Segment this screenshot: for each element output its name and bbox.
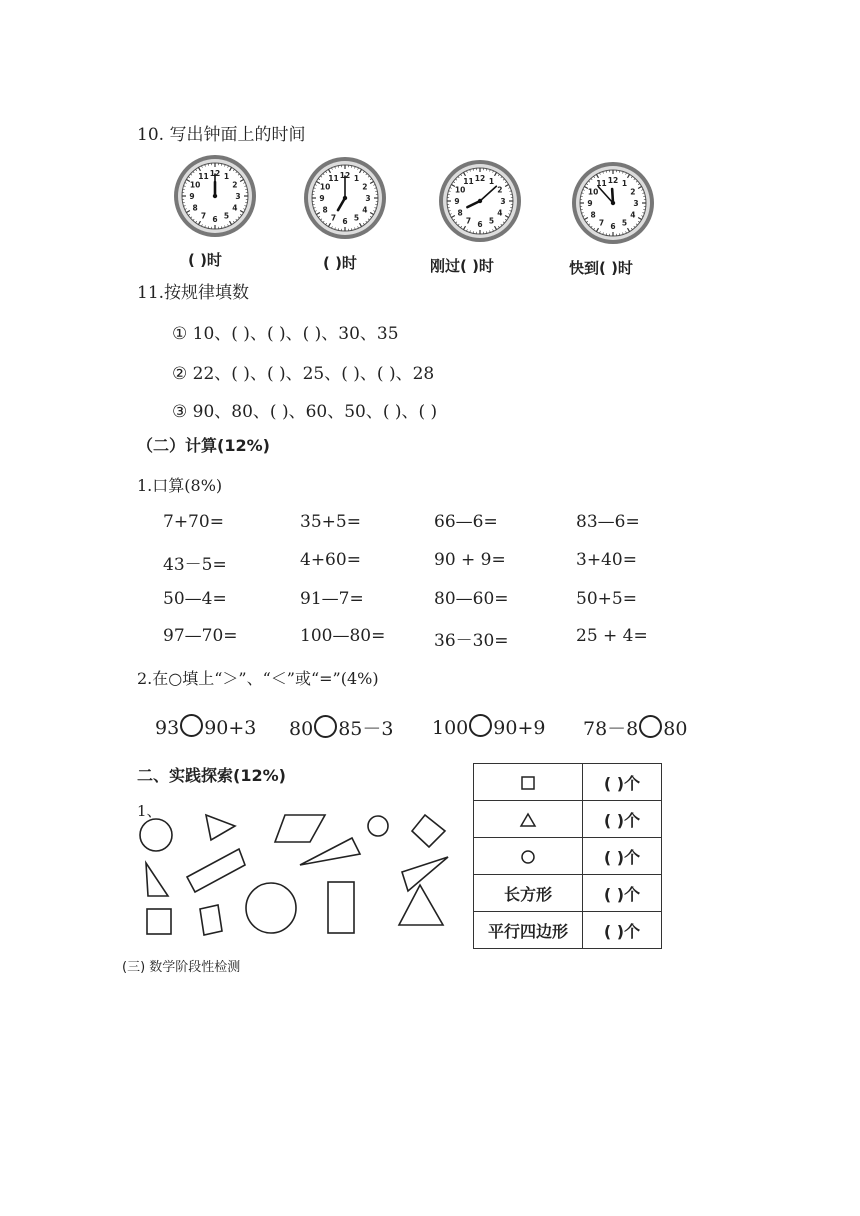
shapes-figure — [135, 805, 460, 940]
count-answer[interactable]: ( )个 — [583, 764, 662, 801]
clock-numeral: 7 — [598, 218, 605, 228]
count-row-rectangle — [474, 875, 662, 912]
q11-title: 11.按规律填数 — [137, 283, 250, 303]
clock-4-answer[interactable]: 快到( )时 — [569, 259, 633, 277]
oral-item[interactable]: 100—80= — [300, 626, 386, 646]
compare-left: 93 — [155, 717, 180, 739]
oral-item[interactable]: 35+5= — [300, 512, 361, 532]
clock-numeral: 11 — [328, 173, 339, 183]
clock-numeral: 9 — [587, 198, 593, 208]
compare-title: 2.在○填上“＞”、“＜”或“=”(4%) — [137, 669, 379, 688]
oral-item[interactable]: 4+60= — [300, 550, 361, 570]
practice-heading: 二、实践探索(12%) — [137, 766, 286, 785]
clock-numeral: 6 — [342, 216, 348, 226]
clock-numeral: 1 — [353, 173, 360, 183]
compare-circle[interactable] — [314, 715, 337, 738]
count-row-label — [474, 801, 583, 838]
compare-item-2 — [289, 714, 393, 741]
count-row-parallelogram — [474, 912, 662, 949]
circle-shape — [246, 883, 296, 933]
compare-right: 85－3 — [338, 718, 394, 740]
oral-item[interactable]: 91—7= — [300, 589, 364, 609]
circle-shape — [140, 819, 172, 851]
compare-left: 78－8 — [583, 718, 639, 740]
sequence-row-2[interactable]: ② 22、( )、( )、25、( )、( )、28 — [172, 364, 435, 384]
count-answer[interactable]: ( )个 — [583, 912, 662, 949]
clock-numeral: 4 — [497, 208, 503, 218]
clock-numeral: 5 — [488, 216, 495, 226]
oral-calc-title: 1.口算(8%) — [137, 476, 223, 495]
clock-numeral: 12 — [339, 170, 351, 180]
count-row-triangle — [474, 801, 662, 838]
clock-numeral: 3 — [500, 196, 506, 206]
clock-numeral: 2 — [232, 180, 238, 190]
clock-numeral: 4 — [232, 203, 238, 213]
clock-numeral: 11 — [596, 178, 607, 188]
sequence-row-1[interactable]: ① 10、( )、( )、( )、30、35 — [172, 324, 399, 344]
clock-numeral: 7 — [465, 216, 472, 226]
triangle-shape — [146, 863, 168, 896]
clock-numeral: 2 — [497, 185, 503, 195]
square-icon — [520, 775, 536, 791]
count-answer[interactable]: ( )个 — [583, 801, 662, 838]
clock-numeral: 8 — [322, 205, 328, 215]
clock-3-answer[interactable]: 刚过( )时 — [430, 257, 494, 275]
clock-4 — [570, 160, 656, 246]
clock-numeral: 7 — [330, 213, 337, 223]
clock-numeral: 5 — [353, 213, 360, 223]
count-row-label — [474, 838, 583, 875]
parallelogram-shape — [275, 815, 325, 842]
clock-numeral: 9 — [189, 191, 195, 201]
clock-numeral: 1 — [621, 178, 628, 188]
clock-numeral: 3 — [235, 191, 241, 201]
clock-numeral: 8 — [590, 210, 596, 220]
count-row-label: 长方形 — [474, 875, 583, 912]
clock-numeral: 2 — [630, 187, 636, 197]
oral-item[interactable]: 25 + 4= — [576, 626, 648, 646]
calc-heading: （二）计算(12%) — [137, 436, 270, 455]
count-row-square — [474, 764, 662, 801]
clock-2 — [302, 155, 388, 241]
rectangle-shape — [187, 849, 245, 892]
rectangle-shape — [200, 905, 222, 935]
clock-numeral: 4 — [362, 205, 368, 215]
count-row-circle — [474, 838, 662, 875]
square-shape — [412, 815, 445, 847]
compare-circle[interactable] — [180, 714, 203, 737]
clock-center — [611, 201, 615, 205]
compare-item-1 — [155, 714, 256, 739]
clock-1 — [172, 153, 258, 239]
count-table — [473, 763, 662, 949]
clock-center — [478, 199, 482, 203]
oral-item[interactable]: 43－5= — [163, 555, 227, 575]
count-answer[interactable]: ( )个 — [583, 875, 662, 912]
count-row-label: 平行四边形 — [474, 912, 583, 949]
clock-numeral: 10 — [587, 187, 599, 197]
clock-numeral: 9 — [319, 193, 325, 203]
clock-numeral: 2 — [362, 182, 368, 192]
clock-numeral: 3 — [633, 198, 639, 208]
circle-shape — [368, 816, 388, 836]
oral-item[interactable]: 97—70= — [163, 626, 238, 646]
rectangle-shape — [328, 882, 354, 933]
clock-numeral: 6 — [477, 219, 483, 229]
compare-item-3 — [432, 714, 545, 739]
triangle-shape — [399, 885, 443, 925]
compare-item-4 — [583, 714, 687, 741]
compare-left: 80 — [289, 718, 314, 740]
clock-numeral: 10 — [319, 182, 331, 192]
clock-numeral: 12 — [607, 175, 619, 185]
triangle-icon — [519, 812, 537, 828]
oral-item[interactable]: 66—6= — [434, 512, 498, 532]
oral-item[interactable]: 80—60= — [434, 589, 509, 609]
compare-left: 100 — [432, 717, 469, 739]
clock-numeral: 8 — [192, 203, 198, 213]
clock-numeral: 11 — [463, 176, 474, 186]
clock-numeral: 12 — [474, 173, 486, 183]
count-answer[interactable]: ( )个 — [583, 838, 662, 875]
clock-2-answer[interactable]: ( )时 — [323, 254, 357, 272]
clock-center — [213, 194, 217, 198]
clock-numeral: 10 — [454, 185, 466, 195]
clock-numeral: 1 — [223, 171, 230, 181]
clock-numeral: 6 — [212, 214, 218, 224]
oral-item[interactable]: 90 + 9= — [434, 550, 506, 570]
compare-right: 90+9 — [493, 717, 546, 739]
compare-right: 90+3 — [204, 717, 257, 739]
clock-numeral: 7 — [200, 211, 207, 221]
clock-numeral: 11 — [198, 171, 209, 181]
clock-numeral: 3 — [365, 193, 371, 203]
clock-numeral: 1 — [488, 176, 495, 186]
square-shape — [147, 909, 171, 934]
compare-right: 80 — [663, 718, 688, 740]
oral-item[interactable]: 50—4= — [163, 589, 227, 609]
q10-title: 10. 写出钟面上的时间 — [137, 125, 306, 145]
clock-numeral: 8 — [457, 208, 463, 218]
triangle-shape — [206, 815, 235, 840]
clock-1-answer[interactable]: ( )时 — [188, 251, 222, 269]
triangle-shape — [402, 857, 448, 891]
clock-numeral: 9 — [454, 196, 460, 206]
clock-numeral: 12 — [209, 168, 221, 178]
practice-item-number: 1、 — [137, 802, 162, 820]
clock-numeral: 10 — [189, 180, 201, 190]
count-row-label — [474, 764, 583, 801]
oral-item[interactable]: 50+5= — [576, 589, 637, 609]
sequence-row-3[interactable]: ③ 90、80、( )、60、50、( )、( ) — [172, 402, 438, 422]
clock-numeral: 6 — [610, 221, 616, 231]
clock-numeral: 5 — [621, 218, 628, 228]
footer-text: (三) 数学阶段性检测 — [122, 960, 241, 975]
compare-circle[interactable] — [469, 714, 492, 737]
oral-item[interactable]: 7+70= — [163, 512, 224, 532]
clock-center — [343, 196, 347, 200]
clock-numeral: 5 — [223, 211, 230, 221]
oral-item[interactable]: 3+40= — [576, 550, 637, 570]
oral-item[interactable]: 83—6= — [576, 512, 640, 532]
clock-3 — [437, 158, 523, 244]
circle-icon — [520, 849, 536, 865]
compare-circle[interactable] — [639, 715, 662, 738]
oral-item[interactable]: 36－30= — [434, 631, 509, 651]
clock-numeral: 4 — [630, 210, 636, 220]
